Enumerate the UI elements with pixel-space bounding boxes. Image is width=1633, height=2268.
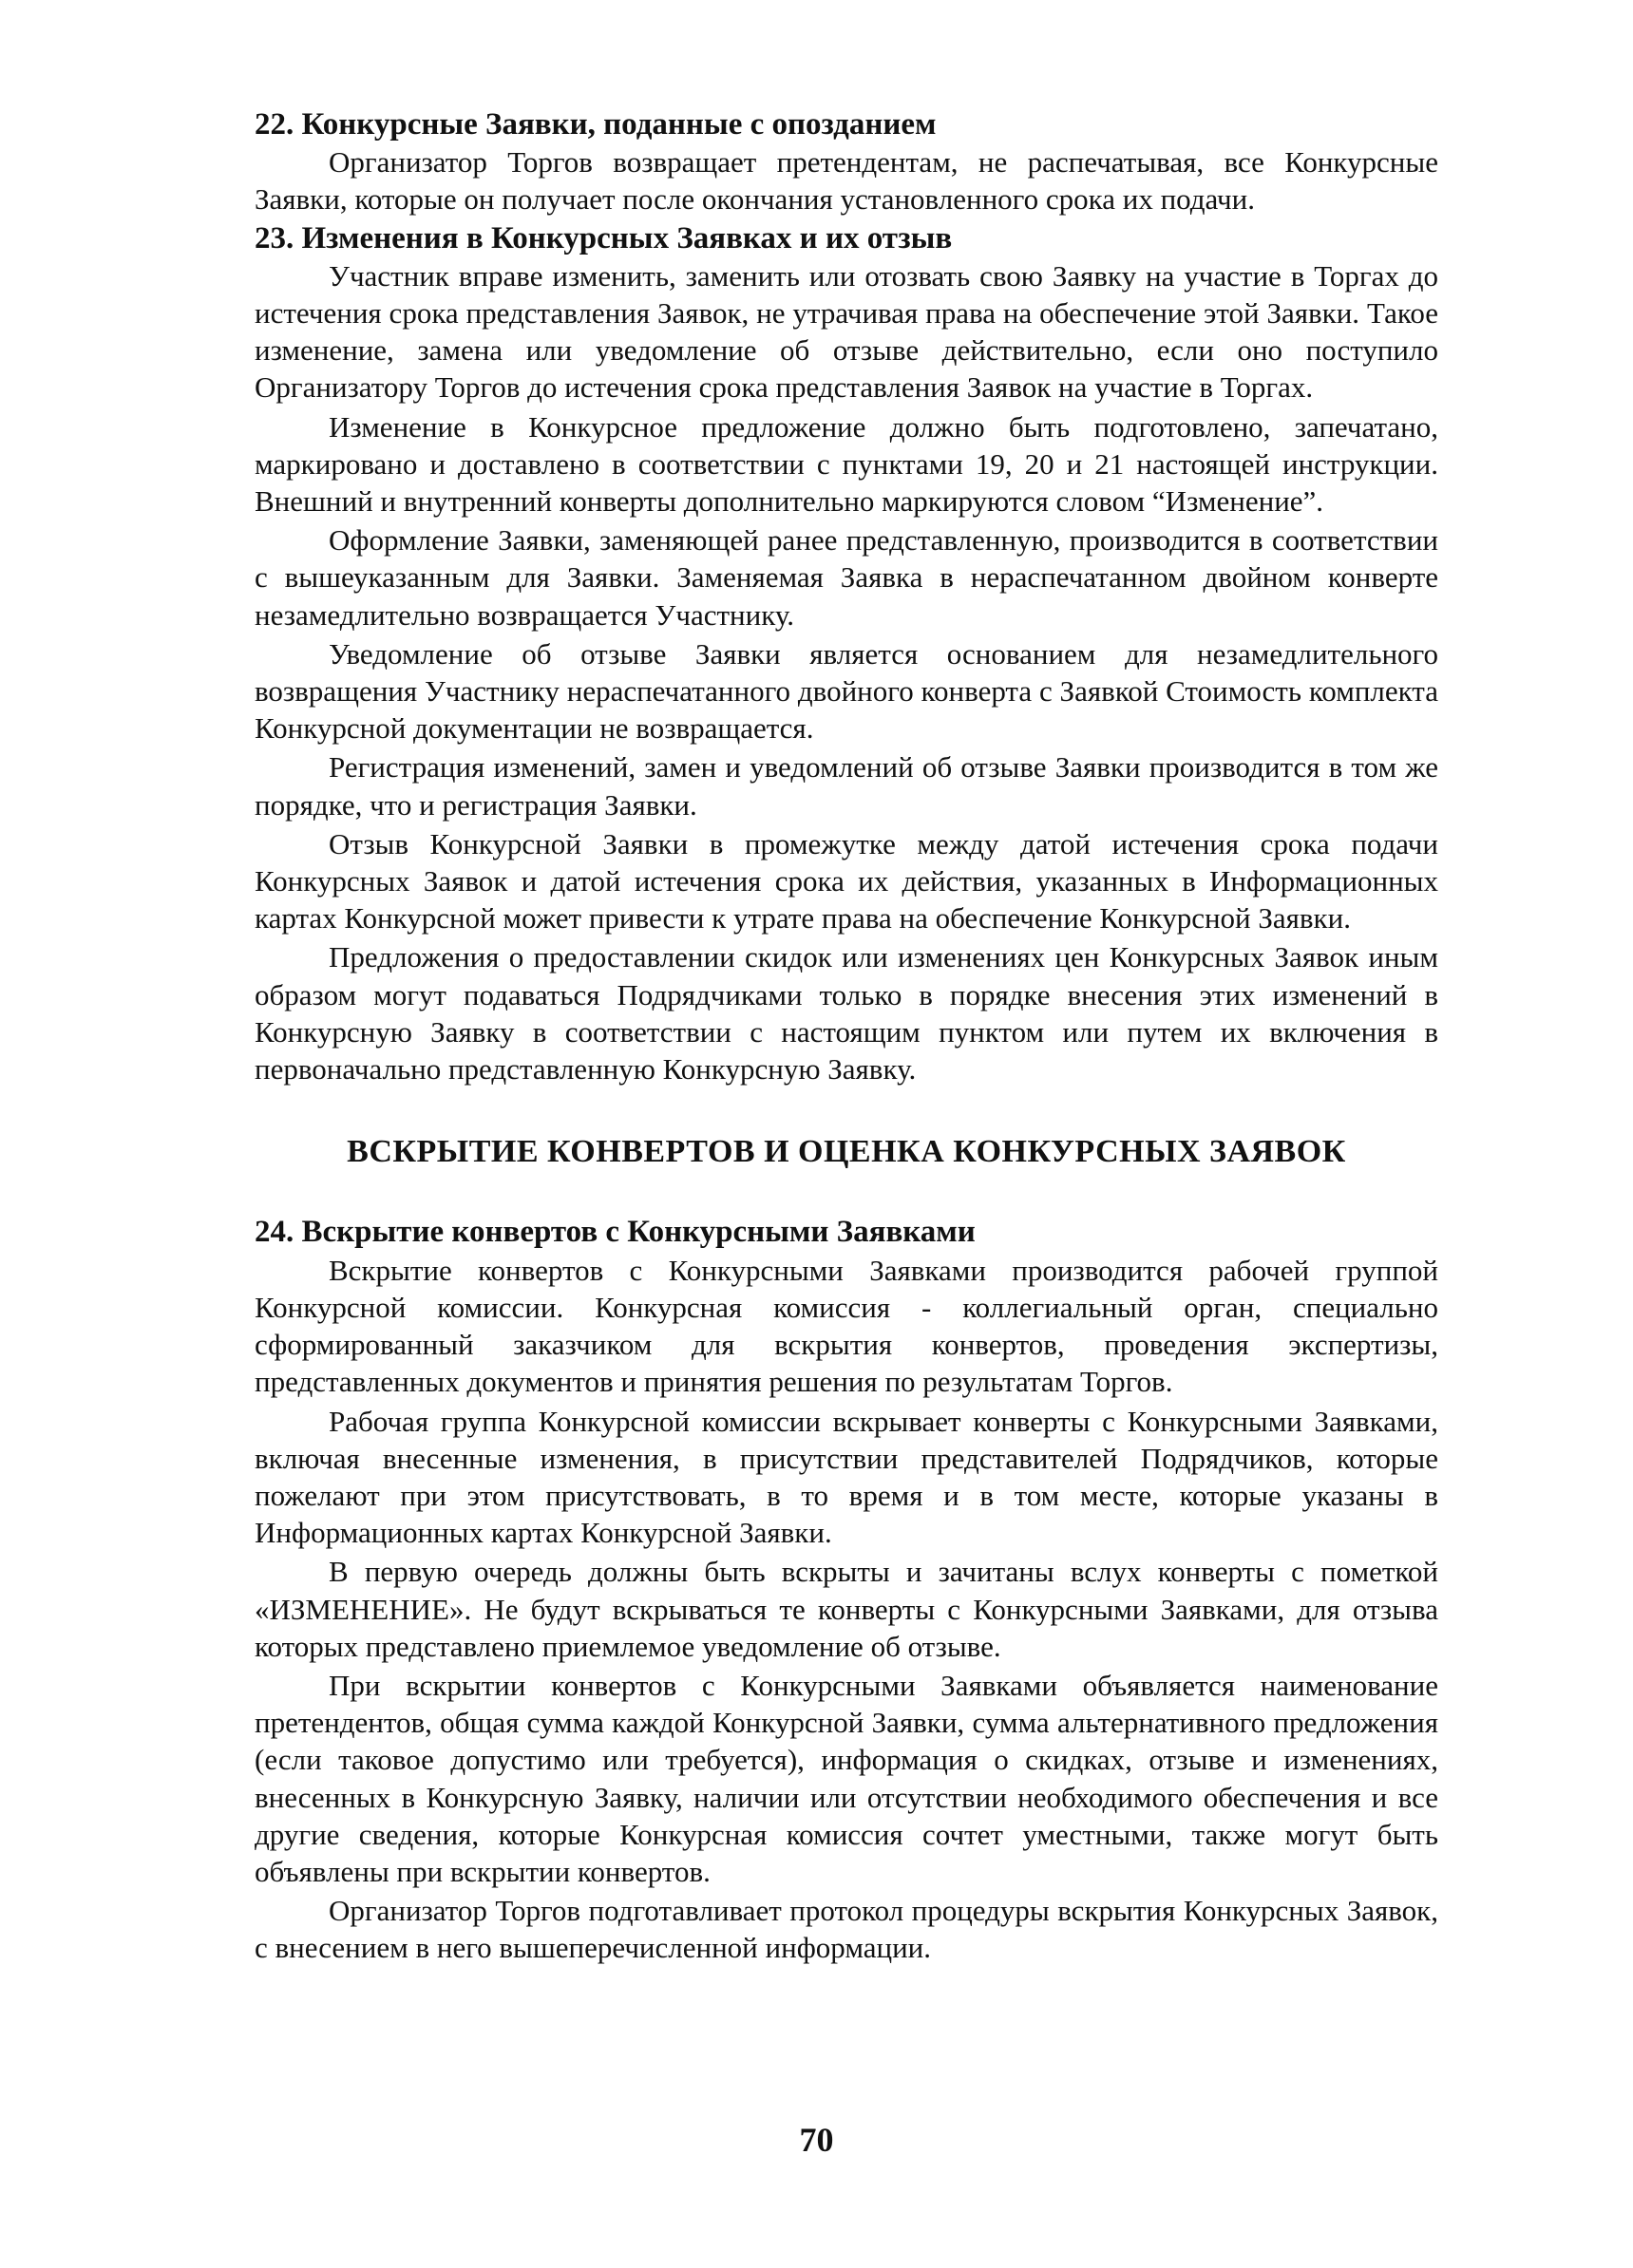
section-22-heading: 22. Конкурсные Заявки, поданные с опозданием — [255, 107, 937, 142]
chapter-title: ВСКРЫТИЕ КОНВЕРТОВ И ОЦЕНКА КОНКУРСНЫХ ЗАЯВОК — [347, 1134, 1346, 1170]
section-22-paragraph-1: Организатор Торгов возвращает претендентам, не распечатывая, все Конкурсные Заявки, которые он получает после окончания установленного срока их подачи. — [255, 145, 1438, 217]
page-number: 70 — [799, 2121, 834, 2159]
section-23-paragraph-1: Участник вправе изменить, заменить или отозвать свою Заявку на участие в Торгах до истечения срока представления Заявок, не утрачивая права на обеспечение этой Заявки. Такое изменение, замена или уведомление об отзыве действительно, если оно поступило Организатору Торгов до истечения срока представления Заявок на участие в Торгах. — [255, 258, 1438, 405]
section-24-paragraph-2: Рабочая группа Конкурсной комиссии вскрывает конверты с Конкурсными Заявками, включая внесенные изменения, в присутствии представителей Подрядчиков, которые пожелают при этом присутствовать, в то время и в том месте, которые указаны в Информационных картах Конкурсной Заявки. — [255, 1404, 1438, 1550]
section-23-paragraph-6: Отзыв Конкурсной Заявки в промежутке между датой истечения срока подачи Конкурсных Заявок и датой истечения срока их действия, указанных в Информационных картах Конкурсной может привести к утрате права на обеспечение Конкурсной Заявки. — [255, 826, 1438, 936]
section-24-paragraph-5: Организатор Торгов подготавливает протокол процедуры вскрытия Конкурсных Заявок, с внесением в него вышеперечисленной информации. — [255, 1894, 1438, 1965]
section-24-heading: 24. Вскрытие конвертов с Конкурсными Заявками — [255, 1215, 976, 1250]
document-body — [255, 106, 1438, 1969]
section-23-paragraph-7: Предложения о предоставлении скидок или изменениях цен Конкурсных Заявок иным образом могут подаваться Подрядчиками только в порядке внесения этих изменений в Конкурсную Заявку в соответствии с настоящим пунктом или путем их включения в первоначально представленную Конкурсную Заявку. — [255, 940, 1438, 1087]
section-24-paragraph-1: Вскрытие конвертов с Конкурсными Заявками производится рабочей группой Конкурсной комиссии. Конкурсная комиссия - коллегиальный орган, специально сформированный заказчиком для вскрытия конвертов, проведения экспертизы, представленных документов и принятия решения по результатам Торгов. — [255, 1253, 1438, 1399]
section-23-paragraph-3: Оформление Заявки, заменяющей ранее представленную, производится в соответствии с вышеуказанным для Заявки. Заменяемая Заявка в нераспечатанном двойном конверте незамедлительно возвращается Участнику. — [255, 523, 1438, 632]
section-23-paragraph-2: Изменение в Конкурсное предложение должно быть подготовлено, запечатано, маркировано и доставлено в соответствии с пунктами 19, 20 и 21 настоящей инструкции. Внешний и внутренний конверты дополнительно маркируются словом “Изменение”. — [255, 409, 1438, 519]
section-24-paragraph-4: При вскрытии конвертов с Конкурсными Заявками объявляется наименование претендентов, общая сумма каждой Конкурсной Заявки, сумма альтернативного предложения (если таковое допустимо или требуется), информация о скидках, отзыве и изменениях, внесенных в Конкурсную Заявку, наличии или отсутствии необходимого обеспечения и все другие сведения, которые Конкурсная комиссия сочтет уместными, также могут быть объявлены при вскрытии конвертов. — [255, 1668, 1438, 1888]
section-23-paragraph-4: Уведомление об отзыве Заявки является основанием для незамедлительного возвращения Участнику нераспечатанного двойного конверта с Заявкой Стоимость комплекта Конкурсной документации не возвращается. — [255, 636, 1438, 746]
section-23-heading: 23. Изменения в Конкурсных Заявках и их отзыв — [255, 220, 953, 255]
section-23-paragraph-5: Регистрация изменений, замен и уведомлений об отзыве Заявки производится в том же порядке, что и регистрация Заявки. — [255, 750, 1438, 822]
section-24-paragraph-3: В первую очередь должны быть вскрыты и зачитаны вслух конверты с пометкой «ИЗМЕНЕНИЕ». Не будут вскрываться те конверты с Конкурсными Заявками, для отзыва которых представлено приемлемое уведомление об отзыве. — [255, 1555, 1438, 1663]
